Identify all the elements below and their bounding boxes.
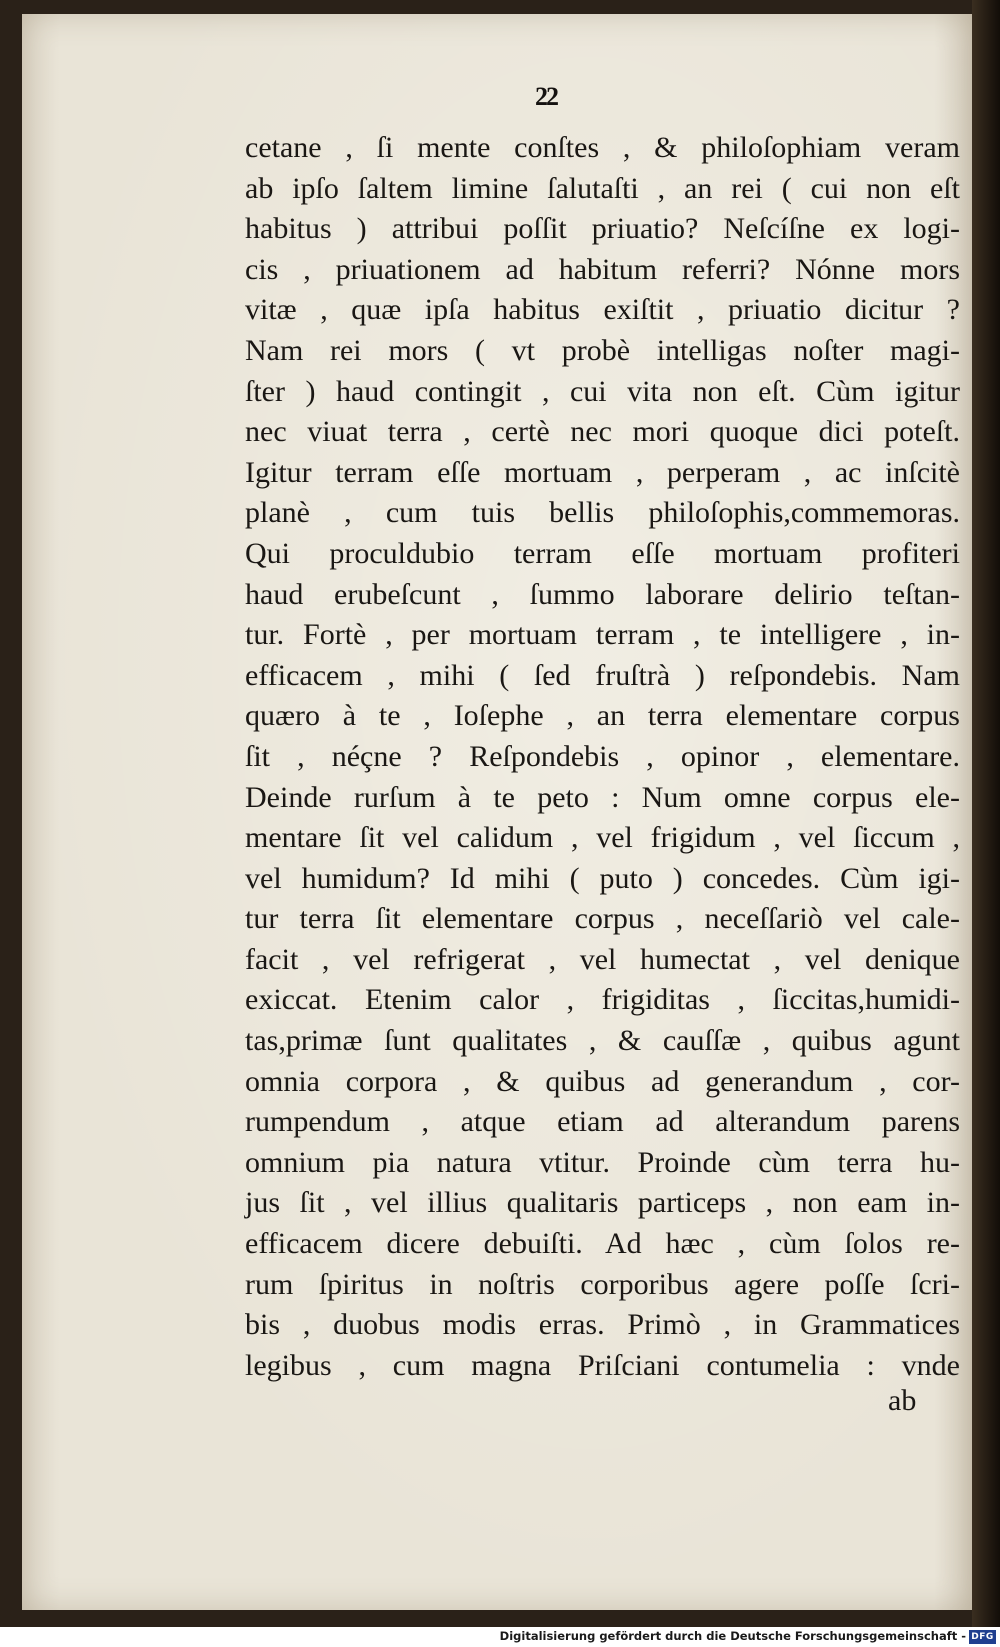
text-line: cis , priuationem ad habitum referri? Nónne mors <box>245 252 960 286</box>
text-line: legibus , cum magna Priſciani contumelia : vnde <box>245 1348 960 1382</box>
text-line: ab ipſo ſaltem limine ſalutaſti , an rei ( cui non eſt <box>245 171 960 205</box>
text-line: ſit , néçne ? Reſpondebis , opinor , elementare. <box>245 739 960 773</box>
text-line: jus ſit , vel illius qualitaris particeps , non eam in- <box>245 1186 960 1220</box>
book-edge <box>972 0 1000 1627</box>
text-line: efficacem , mihi ( ſed fruſtrà ) reſpondebis. Nam <box>245 658 960 692</box>
footer-bar <box>0 1627 1000 1647</box>
text-line: tur terra ſit elementare corpus , neceſſariò vel cale- <box>245 902 960 936</box>
text-line: omnia corpora , & quibus ad generandum , cor- <box>245 1064 960 1098</box>
text-line: exiccat. Etenim calor , frigiditas , ſiccitas,humidi- <box>245 983 960 1017</box>
text-line: facit , vel refrigerat , vel humectat , vel denique <box>245 942 960 976</box>
text-line: nec viuat terra , certè nec mori quoque dici poteſt. <box>245 415 960 449</box>
text-line: Nam rei mors ( vt probè intelligas noſter magi- <box>245 333 960 367</box>
text-line: vitæ , quæ ipſa habitus exiſtit , priuatio dicitur ? <box>245 293 960 327</box>
text-line: cetane , ſi mente conſtes , & philoſophiam veram <box>245 131 960 164</box>
funding-notice: Digitalisierung gefördert durch die Deutsche Forschungsgemeinschaft - <box>499 1629 966 1643</box>
text-line: bis , duobus modis erras. Primò , in Grammatices <box>245 1308 960 1342</box>
text-line: Qui proculdubio terram eſſe mortuam profiteri <box>245 536 960 570</box>
text-line: omnium pia natura vtitur. Proinde cùm terra hu- <box>245 1145 960 1179</box>
text-line: ſter ) haud contingit , cui vita non eſt. Cùm igitur <box>245 374 960 408</box>
text-line: planè , cum tuis bellis philoſophis,commemoras. <box>245 496 960 530</box>
text-line: haud erubeſcunt , ſummo laborare delirio teſtan- <box>245 577 960 611</box>
text-line: rum ſpiritus in noſtris corporibus agere poſſe ſcri- <box>245 1267 960 1301</box>
catchword: ab <box>888 1384 917 1417</box>
text-line: vel humidum? Id mihi ( puto ) concedes. Cùm igi- <box>245 861 960 895</box>
text-line: efficacem dicere debuiſti. Ad hæc , cùm ſolos re- <box>245 1227 960 1261</box>
text-line: Deinde rurſum à te peto : Num omne corpus ele- <box>245 780 960 814</box>
text-line: quæro à te , Ioſephe , an terra elementare corpus <box>245 699 960 733</box>
text-line: Igitur terram eſſe mortuam , perperam , ac inſcitè <box>245 455 960 489</box>
text-line: tur. Fortè , per mortuam terram , te intelligere , in- <box>245 618 960 652</box>
dfg-logo-icon: DFG <box>969 1630 996 1644</box>
text-line: tas,primæ ſunt qualitates , & cauſſæ , quibus agunt <box>245 1024 960 1058</box>
text-line: habitus ) attribui poſſit priuatio? Neſcíſne ex logi- <box>245 212 960 246</box>
text-line: rumpendum , atque etiam ad alterandum parens <box>245 1105 960 1139</box>
page-text <box>245 128 960 1386</box>
page-number: 22 <box>535 82 557 111</box>
text-line: mentare ſit vel calidum , vel frigidum , vel ſiccum , <box>245 821 960 855</box>
